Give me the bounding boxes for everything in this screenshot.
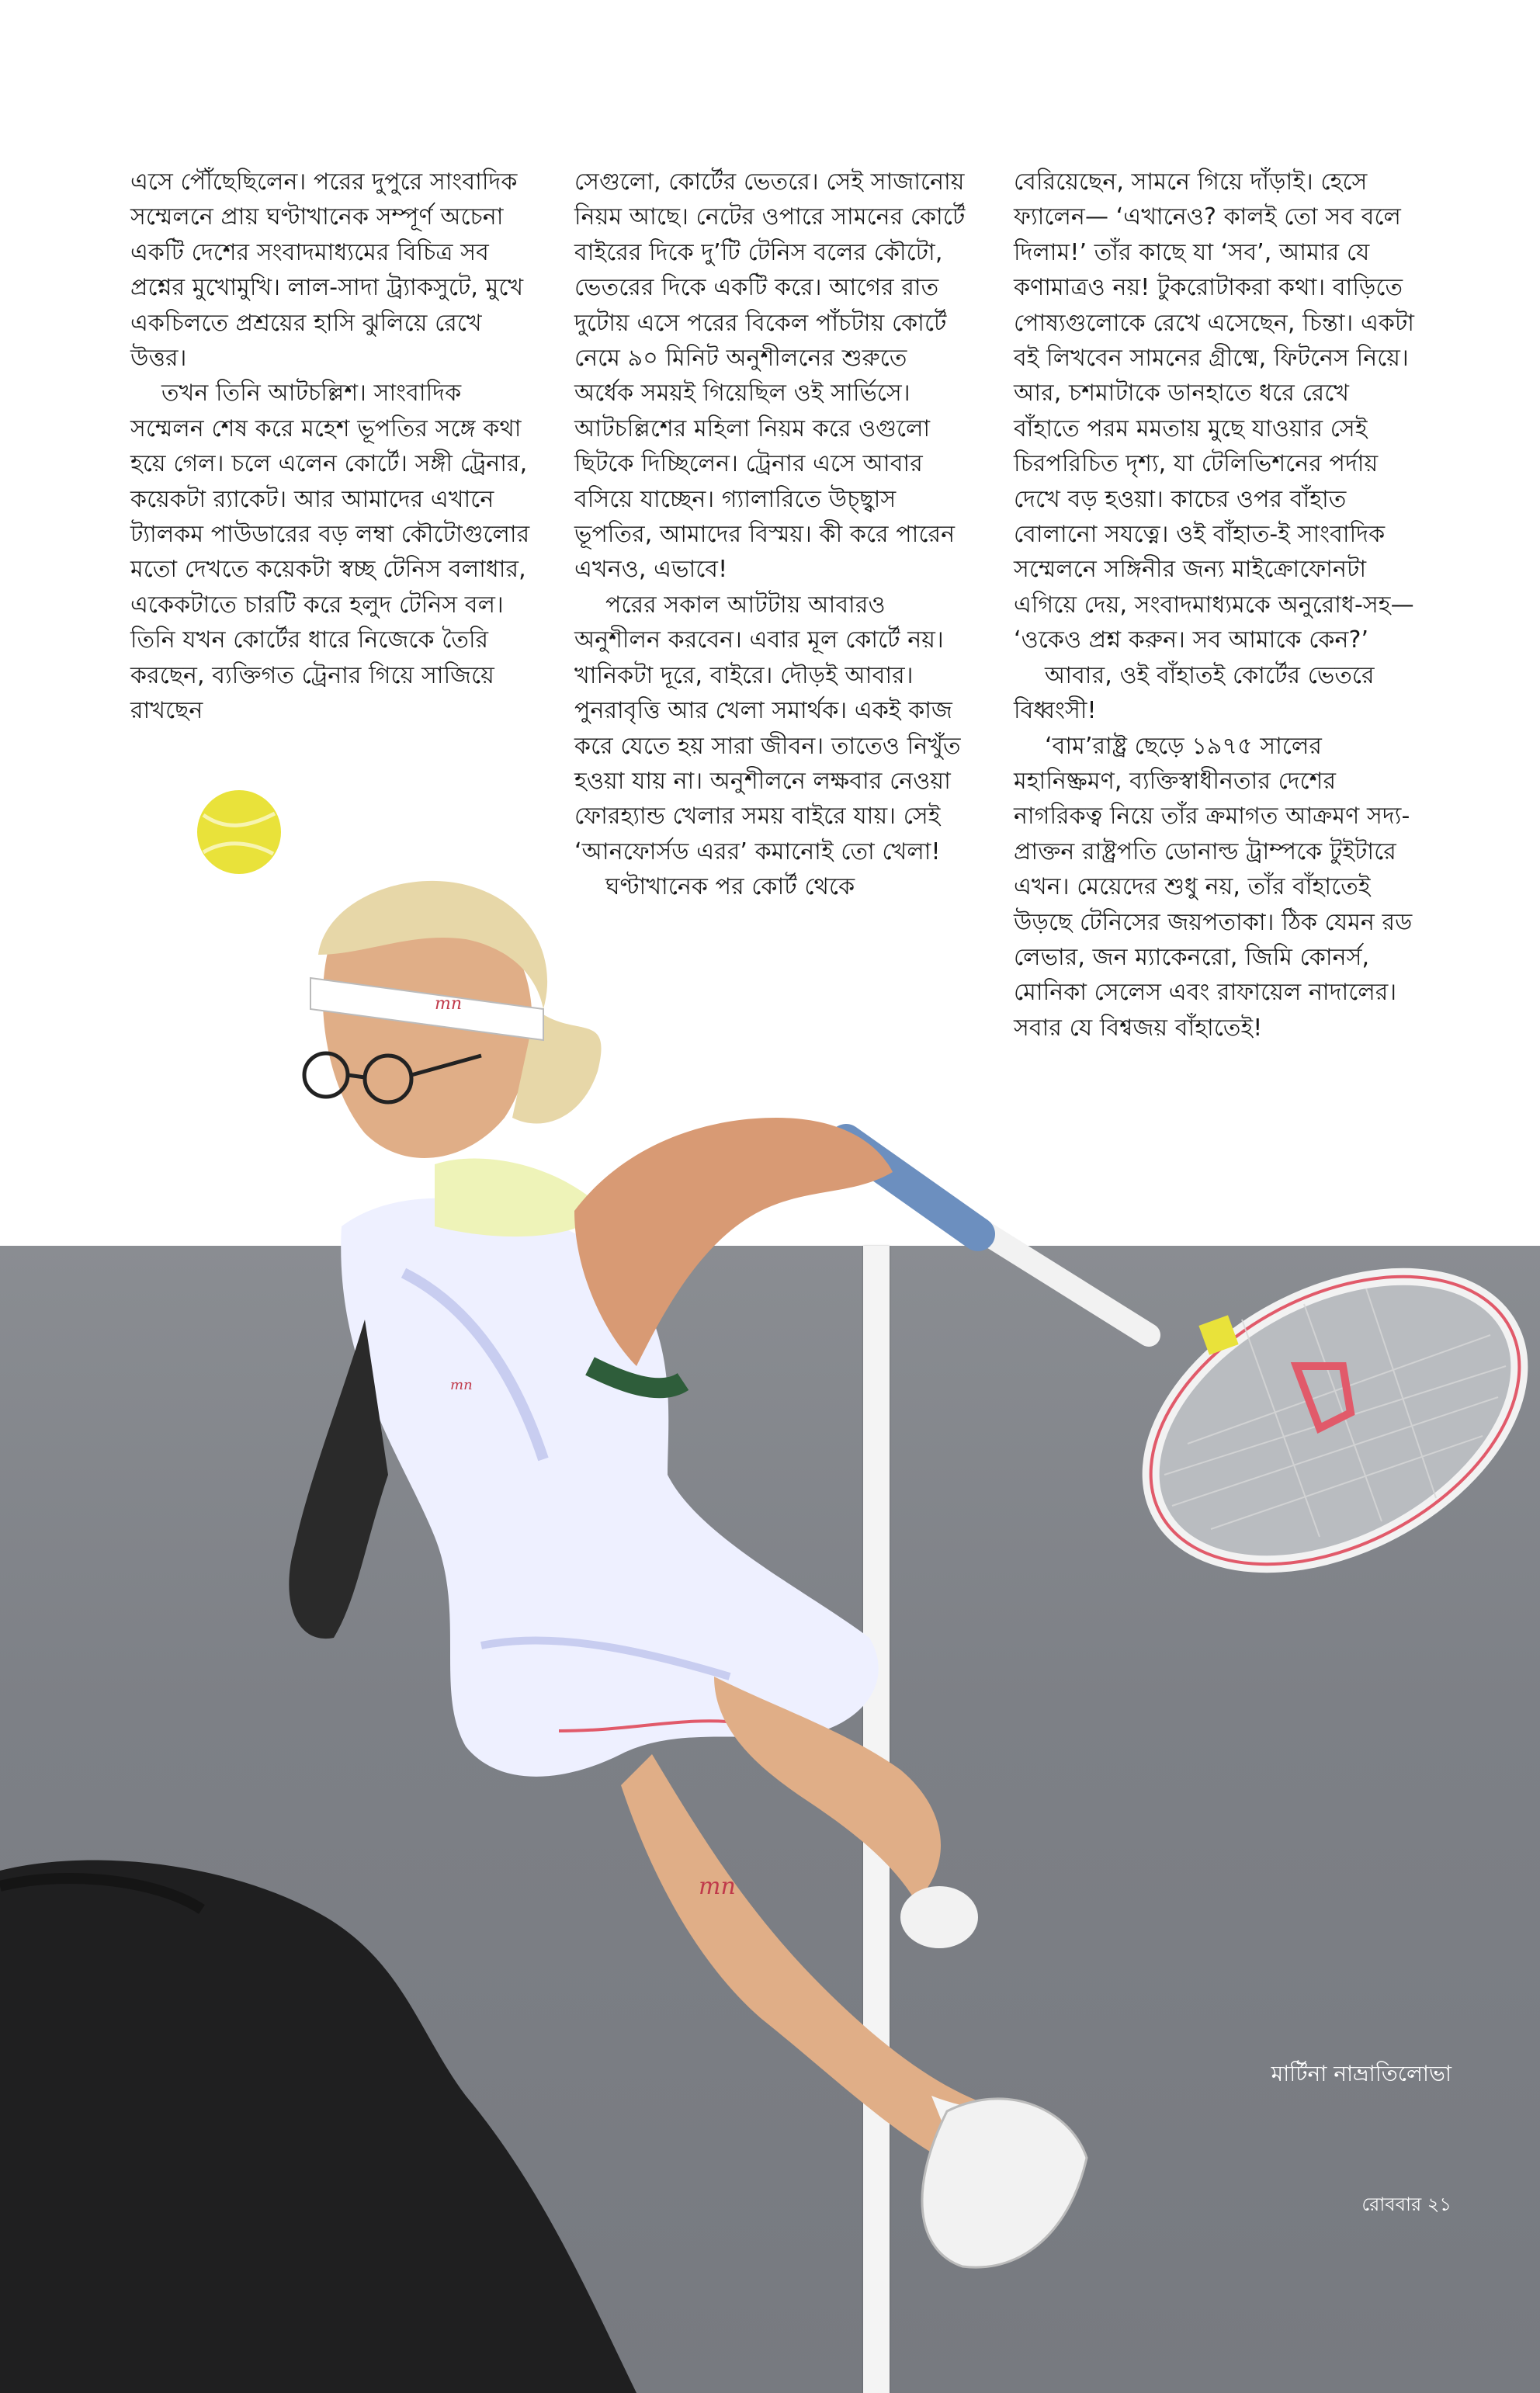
shirt-logo: mn bbox=[450, 1377, 473, 1393]
page-folio: রোববার ২১ bbox=[1361, 2194, 1452, 2215]
headband-logo: mn bbox=[435, 994, 463, 1014]
tennis-racket bbox=[846, 1141, 1540, 1623]
column-1-paragraph-2: তখন তিনি আটচল্লিশ। সাংবাদিক সম্মেলন শেষ করে মহেশ ভূপতির সঙ্গে কথা হয়ে গেল। চলে এলেন কোর্টে। সঙ্গী ট্রেনার, কয়েকটা র‍্যাকেট। আর আমাদের এখানে ট্যালকম পাউডারের বড় লম্বা কৌটোগুলোর মতো দেখতে কয়েকটা স্বচ্ছ টেনিস বলাধার, একেকটাতে চারটি করে হলুদ টেনিস বল। তিনি যখন কোর্টের ধারে নিজেকে তৈরি করছেন, ব্যক্তিগত ট্রেনার গিয়ে সাজিয়ে রাখছেন bbox=[130, 380, 530, 725]
column-2-paragraph-2: পরের সকাল আটটায় আবারও অনুশীলন করবেন। এবার মূল কোর্টে নয়। খানিকটা দূরে, বাইরে। দৌড়ই আবার। পুনরাবৃত্তি আর খেলা সমার্থক। একই কাজ করে যেতে হয় সারা জীবন। তাতেও নিখুঁত হওয়া যায় না। অনুশীলনে লক্ষবার নেওয়া ফোরহ্যান্ড খেলার সময় বাইরে যায়। সেই ‘আনফোর্সড এরর’ কমানোই তো খেলা! bbox=[574, 591, 961, 865]
skirt-logo: mn bbox=[699, 1873, 736, 1900]
column-3-paragraph-2: আবার, ওই বাঁহাতই কোর্টের ভেতরে বিধ্বংসী! bbox=[1014, 661, 1375, 725]
column-1-paragraph-1: এসে পৌঁছেছিলেন। পরের দুপুরে সাংবাদিক সম্মেলনে প্রায় ঘণ্টাখানেক সম্পূর্ণ অচেনা একটি দেশের সংবাদমাধ্যমের বিচিত্র সব প্রশ্নের মুখোমুখি। লাল-সাদা ট্র্যাকসুটে, মুখে একচিলতে প্রশ্রয়ের হাসি ঝুলিয়ে রেখে উত্তর। bbox=[130, 168, 524, 373]
column-3-paragraph-1: বেরিয়েছেন, সামনে গিয়ে দাঁড়াই। হেসে ফ্যালেন— ‘এখানেও? কালই তো সব বলে দিলাম!’ তাঁর কাছে যা ‘সব’, আমার যে কণামাত্রও নয়! টুকরোটাকরা কথা। বাড়িতে পোষ্যগুলোকে রেখে এসেছেন, চিন্তা। একটা বই লিখবেন সামনের গ্রীষ্মে, ফিটনেস নিয়ে। আর, চশমাটাকে ডানহাতে ধরে রেখে বাঁহাতে পরম মমতায় মুছে যাওয়ার সেই চিরপরিচিত দৃশ্য, যা টেলিভিশনের পর্দায় দেখে বড় হওয়া। কাচের ওপর বাঁহাত বোলানো সযত্নে। ওই বাঁহাত-ই সাংবাদিক সম্মেলনে সঙ্গিনীর জন্য মাইক্রোফোনটা এগিয়ে দেয়, সংবাদমাধ্যমকে অনুরোধ-সহ— ‘ওকেও প্রশ্ন করুন। সব আমাকে কেন?’ bbox=[1014, 168, 1415, 654]
player-arm-right bbox=[574, 1118, 893, 1366]
player-head bbox=[304, 881, 602, 1158]
column-3-paragraph-3: ‘বাম’রাষ্ট্র ছেড়ে ১৯৭৫ সালের মহানিষ্ক্রমণ, ব্যক্তিস্বাধীনতার দেশের নাগরিকত্ব নিয়ে তাঁর ক্রমাগত আক্রমণ সদ্য-প্রাক্তন রাষ্ট্রপতি ডোনাল্ড ট্রাম্পকে টুইটারে এখন। মেয়েদের শুধু নয়, তাঁর বাঁহাতেই উড়ছে টেনিসের জয়পতাকা। ঠিক যেমন রড লেভার, জন ম্যাকেনরো, জিমি কোনর্স, মোনিকা সেলেস এবং রাফায়েল নাদালের। সবার যে বিশ্বজয় বাঁহাতেই! bbox=[1014, 732, 1413, 1042]
column-2-paragraph-3: ঘণ্টাখানেক পর কোর্ট থেকে bbox=[605, 873, 855, 901]
player-shadow bbox=[0, 1861, 636, 2393]
column-2-paragraph-1: সেগুলো, কোর্টের ভেতরে। সেই সাজানোয় নিয়ম আছে। নেটের ওপারে সামনের কোর্টে বাইরের দিকে দু’টি টেনিস বলের কৌটো, ভেতরের দিকে একটি করে। আগের রাত দুটোয় এসে পরের বিকেল পাঁচটায় কোর্টে নেমে ৯০ মিনিট অনুশীলনের শুরুতে অর্ধেক সময়ই গিয়েছিল ওই সার্ভিসে। আটচল্লিশের মহিলা নিয়ম করে ওগুলো ছিটকে দিচ্ছিলেন। ট্রেনার এসে আবার বসিয়ে যাচ্ছেন। গ্যালারিতে উচ্ছ্বাস ভূপতির, আমাদের বিস্ময়। কী করে পারেন এখনও, এভাবে! bbox=[574, 168, 966, 584]
tennis-ball bbox=[197, 790, 281, 874]
photo-caption: মার্টিনা নাভ্রাতিলোভা bbox=[1271, 2061, 1452, 2086]
shoe-left bbox=[922, 2099, 1087, 2267]
shoe-right bbox=[900, 1886, 978, 1948]
